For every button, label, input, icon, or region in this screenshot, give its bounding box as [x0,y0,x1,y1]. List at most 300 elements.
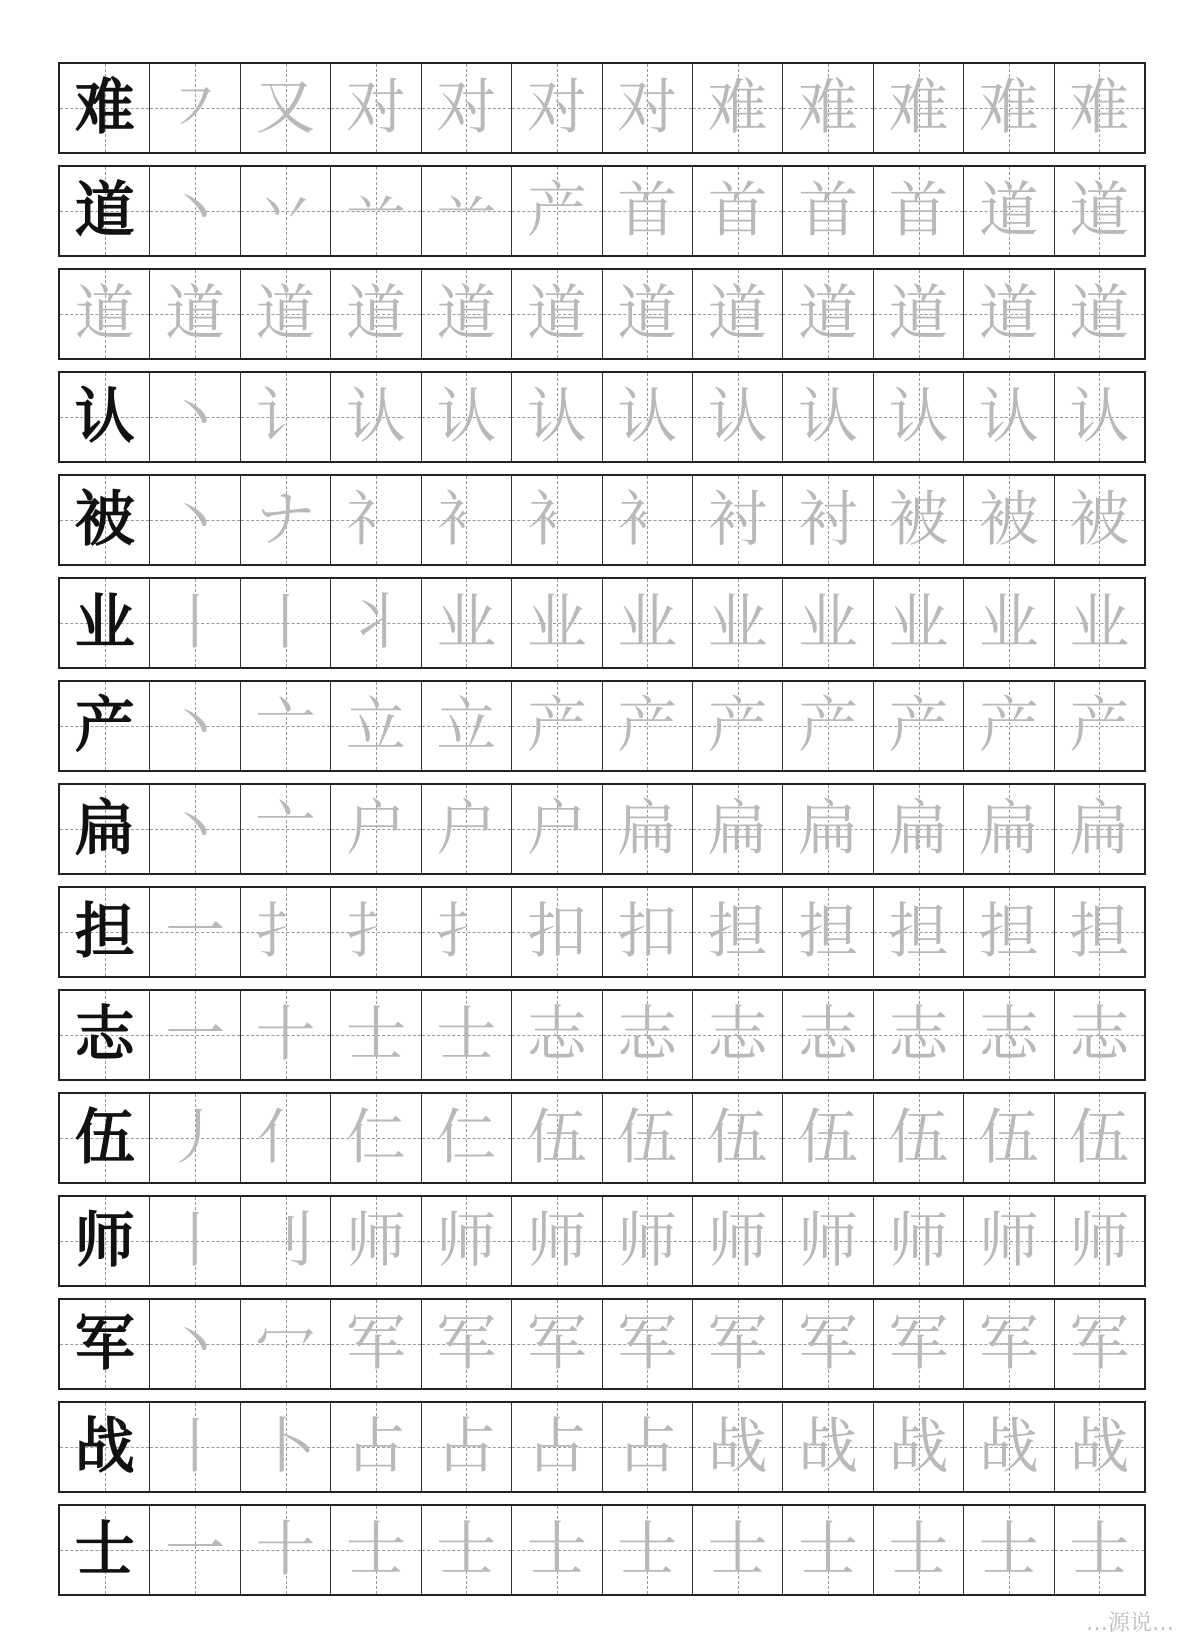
stroke-step-character: 认 [617,382,678,452]
trace-cell [873,888,963,976]
trace-cell [782,785,872,873]
stroke-step-character: 一 [165,1515,226,1585]
stroke-step-character: 十 [255,1515,316,1585]
stroke-step-character: 产 [526,176,587,246]
stroke-step-character: 产 [978,691,1039,761]
stroke-step-character: 首 [617,176,678,246]
stroke-step-character: 业 [1069,588,1130,658]
trace-cell [692,991,782,1079]
trace-cell [873,476,963,564]
trace-cell [963,373,1053,461]
stroke-step-character: 难 [978,73,1039,143]
model-character-cell [60,1300,149,1388]
model-character-cell [60,373,149,461]
trace-cell [330,64,420,152]
trace-cell [873,682,963,770]
trace-cell [963,1403,1053,1491]
trace-cell [421,270,511,358]
stroke-step-character: 志 [1069,1000,1130,1070]
trace-cell [511,682,601,770]
model-character: 战 [74,1412,135,1482]
trace-cell [330,579,420,667]
trace-cell [511,476,601,564]
model-character: 志 [74,1000,135,1070]
stroke-step-character: 道 [436,279,497,349]
stroke-step-character: 䒑 [436,176,497,246]
model-character: 士 [74,1515,135,1585]
trace-cell [240,373,330,461]
stroke-step-character: 道 [978,279,1039,349]
stroke-step-character: 道 [978,176,1039,246]
trace-cell [511,888,601,976]
stroke-step-character: 伍 [707,1103,768,1173]
stroke-step-character: 师 [617,1206,678,1276]
trace-cell [1054,785,1144,873]
stroke-step-character: 亠 [255,794,316,864]
stroke-step-character: 扌 [255,897,316,967]
stroke-step-character: 业 [888,588,949,658]
trace-cell [240,1403,330,1491]
trace-cell [330,1403,420,1491]
trace-cell [963,1094,1053,1182]
model-character: 师 [74,1206,135,1276]
model-character-cell [60,682,149,770]
model-character-cell [60,1506,149,1594]
stroke-step-character: 又 [255,73,316,143]
stroke-step-character: 扁 [978,794,1039,864]
stroke-step-character: 丶 [165,794,226,864]
stroke-step-character: 衤 [617,485,678,555]
stroke-step-character: 伍 [526,1103,587,1173]
stroke-step-character: 士 [978,1515,1039,1585]
model-character-cell [60,476,149,564]
stroke-step-character: 丨 [165,1206,226,1276]
stroke-step-character: 道 [255,279,316,349]
stroke-step-character: 道 [526,279,587,349]
trace-cell [1054,682,1144,770]
stroke-step-character: 难 [707,73,768,143]
trace-cell [421,1403,511,1491]
stroke-step-character: 师 [978,1206,1039,1276]
stroke-step-character: 师 [798,1206,859,1276]
stroke-step-character: 产 [707,691,768,761]
stroke-step-character: 衤 [436,485,497,555]
model-character: 军 [74,1309,135,1379]
stroke-step-character: 伍 [798,1103,859,1173]
trace-cell [421,682,511,770]
stroke-step-character: 首 [798,176,859,246]
trace-cell [873,1403,963,1491]
stroke-step-character: 道 [888,279,949,349]
trace-cell [511,167,601,255]
model-character-cell [60,888,149,976]
stroke-step-character: 丬 [345,588,406,658]
stroke-step-character: 扁 [707,794,768,864]
stroke-step-character: 战 [978,1412,1039,1482]
trace-cell [782,373,872,461]
model-character: 担 [74,897,135,967]
stroke-step-character: 被 [888,485,949,555]
trace-cell [330,476,420,564]
stroke-step-character: 扌 [345,897,406,967]
stroke-step-character: 道 [1069,176,1130,246]
stroke-step-character: 道 [165,279,226,349]
trace-cell [602,1403,692,1491]
stroke-step-character: 丨 [165,1412,226,1482]
model-character: 道 [74,279,135,349]
trace-cell [330,1094,420,1182]
stroke-step-character: 扣 [526,897,587,967]
stroke-step-character: 军 [436,1309,497,1379]
trace-cell [692,785,782,873]
stroke-step-character: 士 [707,1515,768,1585]
trace-cell [240,785,330,873]
stroke-step-character: 丶 [165,1309,226,1379]
trace-cell [602,476,692,564]
stroke-step-character: 占 [617,1412,678,1482]
trace-cell [240,64,330,152]
model-character-cell [60,270,149,358]
stroke-step-character: 业 [526,588,587,658]
stroke-step-character: 士 [617,1515,678,1585]
stroke-step-character: 一 [165,897,226,967]
stroke-step-character: 志 [617,1000,678,1070]
trace-cell [602,1300,692,1388]
trace-cell [240,888,330,976]
trace-cell [1054,888,1144,976]
stroke-step-character: 战 [1069,1412,1130,1482]
trace-cell [421,167,511,255]
trace-cell [421,579,511,667]
stroke-step-character: 丶 [165,176,226,246]
trace-cell [873,579,963,667]
stroke-step-character: 衬 [798,485,859,555]
trace-cell [602,888,692,976]
trace-cell [602,1506,692,1594]
stroke-step-character: 衬 [707,485,768,555]
trace-cell [602,579,692,667]
stroke-step-character: 产 [526,691,587,761]
stroke-step-character: 䒑 [345,176,406,246]
stroke-step-character: 难 [888,73,949,143]
trace-cell [873,1197,963,1285]
model-character-cell [60,1403,149,1491]
stroke-step-character: 一 [165,1000,226,1070]
stroke-step-character: 认 [345,382,406,452]
model-character: 伍 [74,1103,135,1173]
stroke-step-character: 首 [707,176,768,246]
stroke-step-character: 担 [978,897,1039,967]
trace-cell [511,1094,601,1182]
trace-cell [692,167,782,255]
stroke-step-character: 士 [526,1515,587,1585]
stroke-step-character: 难 [1069,73,1130,143]
writing-grid [58,62,1146,1596]
model-character: 道 [74,176,135,246]
trace-cell [1054,64,1144,152]
stroke-step-character: 担 [798,897,859,967]
trace-cell [330,1506,420,1594]
stroke-step-character: 刂 [255,1206,316,1276]
trace-cell [963,1506,1053,1594]
trace-cell [692,1300,782,1388]
trace-cell [1054,1403,1144,1491]
trace-cell [782,1403,872,1491]
trace-cell [602,270,692,358]
stroke-step-character: 士 [1069,1515,1130,1585]
model-character-cell [60,64,149,152]
trace-cell [330,270,420,358]
trace-cell [692,1197,782,1285]
trace-cell [963,270,1053,358]
stroke-step-character: 师 [888,1206,949,1276]
stroke-step-character: 户 [526,794,587,864]
trace-cell [511,64,601,152]
stroke-step-character: 扁 [798,794,859,864]
stroke-step-character: 业 [798,588,859,658]
model-character: 扁 [74,794,135,864]
stroke-step-character: 首 [888,176,949,246]
practice-row [58,1298,1146,1390]
stroke-step-character: 认 [707,382,768,452]
stroke-step-character: 认 [888,382,949,452]
trace-cell [782,991,872,1079]
trace-cell [963,682,1053,770]
trace-cell [692,1403,782,1491]
model-character: 被 [74,485,135,555]
trace-cell [1054,1300,1144,1388]
stroke-step-character: 军 [1069,1309,1130,1379]
trace-cell [873,1506,963,1594]
model-character: 产 [74,691,135,761]
stroke-step-character: ㇇ [165,73,226,143]
stroke-step-character: 认 [798,382,859,452]
stroke-step-character: 志 [798,1000,859,1070]
practice-row [58,1195,1146,1287]
stroke-step-character: 军 [707,1309,768,1379]
stroke-step-character: 产 [888,691,949,761]
trace-cell [421,476,511,564]
practice-row [58,1504,1146,1596]
stroke-step-character: 对 [617,73,678,143]
stroke-step-character: 业 [436,588,497,658]
trace-cell [240,167,330,255]
trace-cell [240,1300,330,1388]
trace-cell [421,1300,511,1388]
stroke-step-character: 产 [617,691,678,761]
trace-cell [1054,579,1144,667]
trace-cell [963,785,1053,873]
stroke-step-character: 士 [798,1515,859,1585]
trace-cell [692,476,782,564]
stroke-step-character: 战 [888,1412,949,1482]
stroke-step-character: 道 [1069,279,1130,349]
trace-cell [149,682,239,770]
trace-cell [873,991,963,1079]
trace-cell [511,1300,601,1388]
stroke-step-character: 道 [707,279,768,349]
stroke-step-character: 卜 [255,1412,316,1482]
stroke-step-character: 丿 [165,1103,226,1173]
trace-cell [963,1197,1053,1285]
trace-cell [873,785,963,873]
stroke-step-character: 伍 [1069,1103,1130,1173]
stroke-step-character: 十 [255,1000,316,1070]
stroke-step-character: 亠 [255,691,316,761]
trace-cell [240,1094,330,1182]
stroke-step-character: 认 [1069,382,1130,452]
trace-cell [782,1506,872,1594]
stroke-step-character: 丶 [165,485,226,555]
stroke-step-character: 扁 [888,794,949,864]
stroke-step-character: 丨 [165,588,226,658]
trace-cell [511,579,601,667]
trace-cell [240,1506,330,1594]
stroke-step-character: 立 [436,691,497,761]
model-character-cell [60,579,149,667]
trace-cell [421,991,511,1079]
trace-cell [511,373,601,461]
trace-cell [149,1506,239,1594]
stroke-step-character: 志 [707,1000,768,1070]
model-character-cell [60,785,149,873]
trace-cell [692,682,782,770]
stroke-step-character: 丷 [255,176,316,246]
trace-cell [149,270,239,358]
stroke-step-character: 户 [436,794,497,864]
practice-row [58,474,1146,566]
stroke-step-character: 仁 [436,1103,497,1173]
trace-cell [963,1300,1053,1388]
stroke-step-character: 战 [707,1412,768,1482]
trace-cell [692,373,782,461]
trace-cell [511,1506,601,1594]
model-character: 认 [74,382,135,452]
practice-row [58,165,1146,257]
practice-row [58,989,1146,1081]
stroke-step-character: 战 [798,1412,859,1482]
stroke-step-character: 扌 [436,897,497,967]
stroke-step-character: 对 [345,73,406,143]
stroke-step-character: 对 [436,73,497,143]
stroke-step-character: 志 [526,1000,587,1070]
practice-row [58,62,1146,154]
stroke-step-character: 占 [436,1412,497,1482]
trace-cell [963,579,1053,667]
practice-row [58,886,1146,978]
trace-cell [149,167,239,255]
trace-cell [963,64,1053,152]
trace-cell [149,476,239,564]
practice-row [58,371,1146,463]
trace-cell [873,270,963,358]
stroke-step-character: 认 [436,382,497,452]
trace-cell [782,1197,872,1285]
trace-cell [602,64,692,152]
stroke-step-character: 师 [1069,1206,1130,1276]
stroke-step-character: 占 [345,1412,406,1482]
trace-cell [240,579,330,667]
stroke-step-character: 占 [526,1412,587,1482]
trace-cell [149,1403,239,1491]
trace-cell [1054,1094,1144,1182]
stroke-step-character: 师 [345,1206,406,1276]
trace-cell [149,579,239,667]
trace-cell [511,1197,601,1285]
stroke-step-character: 志 [978,1000,1039,1070]
trace-cell [149,373,239,461]
trace-cell [1054,1506,1144,1594]
trace-cell [421,888,511,976]
trace-cell [330,1197,420,1285]
stroke-step-character: 难 [798,73,859,143]
trace-cell [873,1094,963,1182]
stroke-step-character: 担 [1069,897,1130,967]
trace-cell [782,270,872,358]
trace-cell [421,64,511,152]
stroke-step-character: 军 [617,1309,678,1379]
model-character-cell [60,1197,149,1285]
trace-cell [240,476,330,564]
trace-cell [602,785,692,873]
trace-cell [149,785,239,873]
practice-row [58,680,1146,772]
trace-cell [421,1506,511,1594]
trace-cell [963,476,1053,564]
trace-cell [149,1094,239,1182]
model-character-cell [60,1094,149,1182]
stroke-step-character: 冖 [255,1309,316,1379]
trace-cell [149,64,239,152]
trace-cell [602,1094,692,1182]
trace-cell [782,64,872,152]
trace-cell [1054,1197,1144,1285]
trace-cell [330,682,420,770]
watermark: …源说… [1085,1611,1174,1636]
stroke-step-character: 扁 [617,794,678,864]
stroke-step-character: 对 [526,73,587,143]
stroke-step-character: 士 [345,1515,406,1585]
model-character: 难 [74,73,135,143]
stroke-step-character: 军 [888,1309,949,1379]
trace-cell [421,1197,511,1285]
stroke-step-character: 产 [1069,691,1130,761]
trace-cell [240,682,330,770]
practice-row [58,783,1146,875]
trace-cell [873,64,963,152]
stroke-step-character: 仁 [345,1103,406,1173]
trace-cell [602,991,692,1079]
trace-cell [1054,373,1144,461]
trace-cell [240,270,330,358]
trace-cell [511,270,601,358]
stroke-step-character: 业 [707,588,768,658]
trace-cell [149,991,239,1079]
stroke-step-character: 户 [345,794,406,864]
stroke-step-character: 丶 [165,382,226,452]
stroke-step-character: 伍 [617,1103,678,1173]
stroke-step-character: 军 [798,1309,859,1379]
stroke-step-character: 师 [436,1206,497,1276]
trace-cell [330,167,420,255]
trace-cell [1054,476,1144,564]
trace-cell [692,1094,782,1182]
trace-cell [1054,991,1144,1079]
trace-cell [873,167,963,255]
trace-cell [421,785,511,873]
stroke-step-character: 伍 [888,1103,949,1173]
trace-cell [963,167,1053,255]
